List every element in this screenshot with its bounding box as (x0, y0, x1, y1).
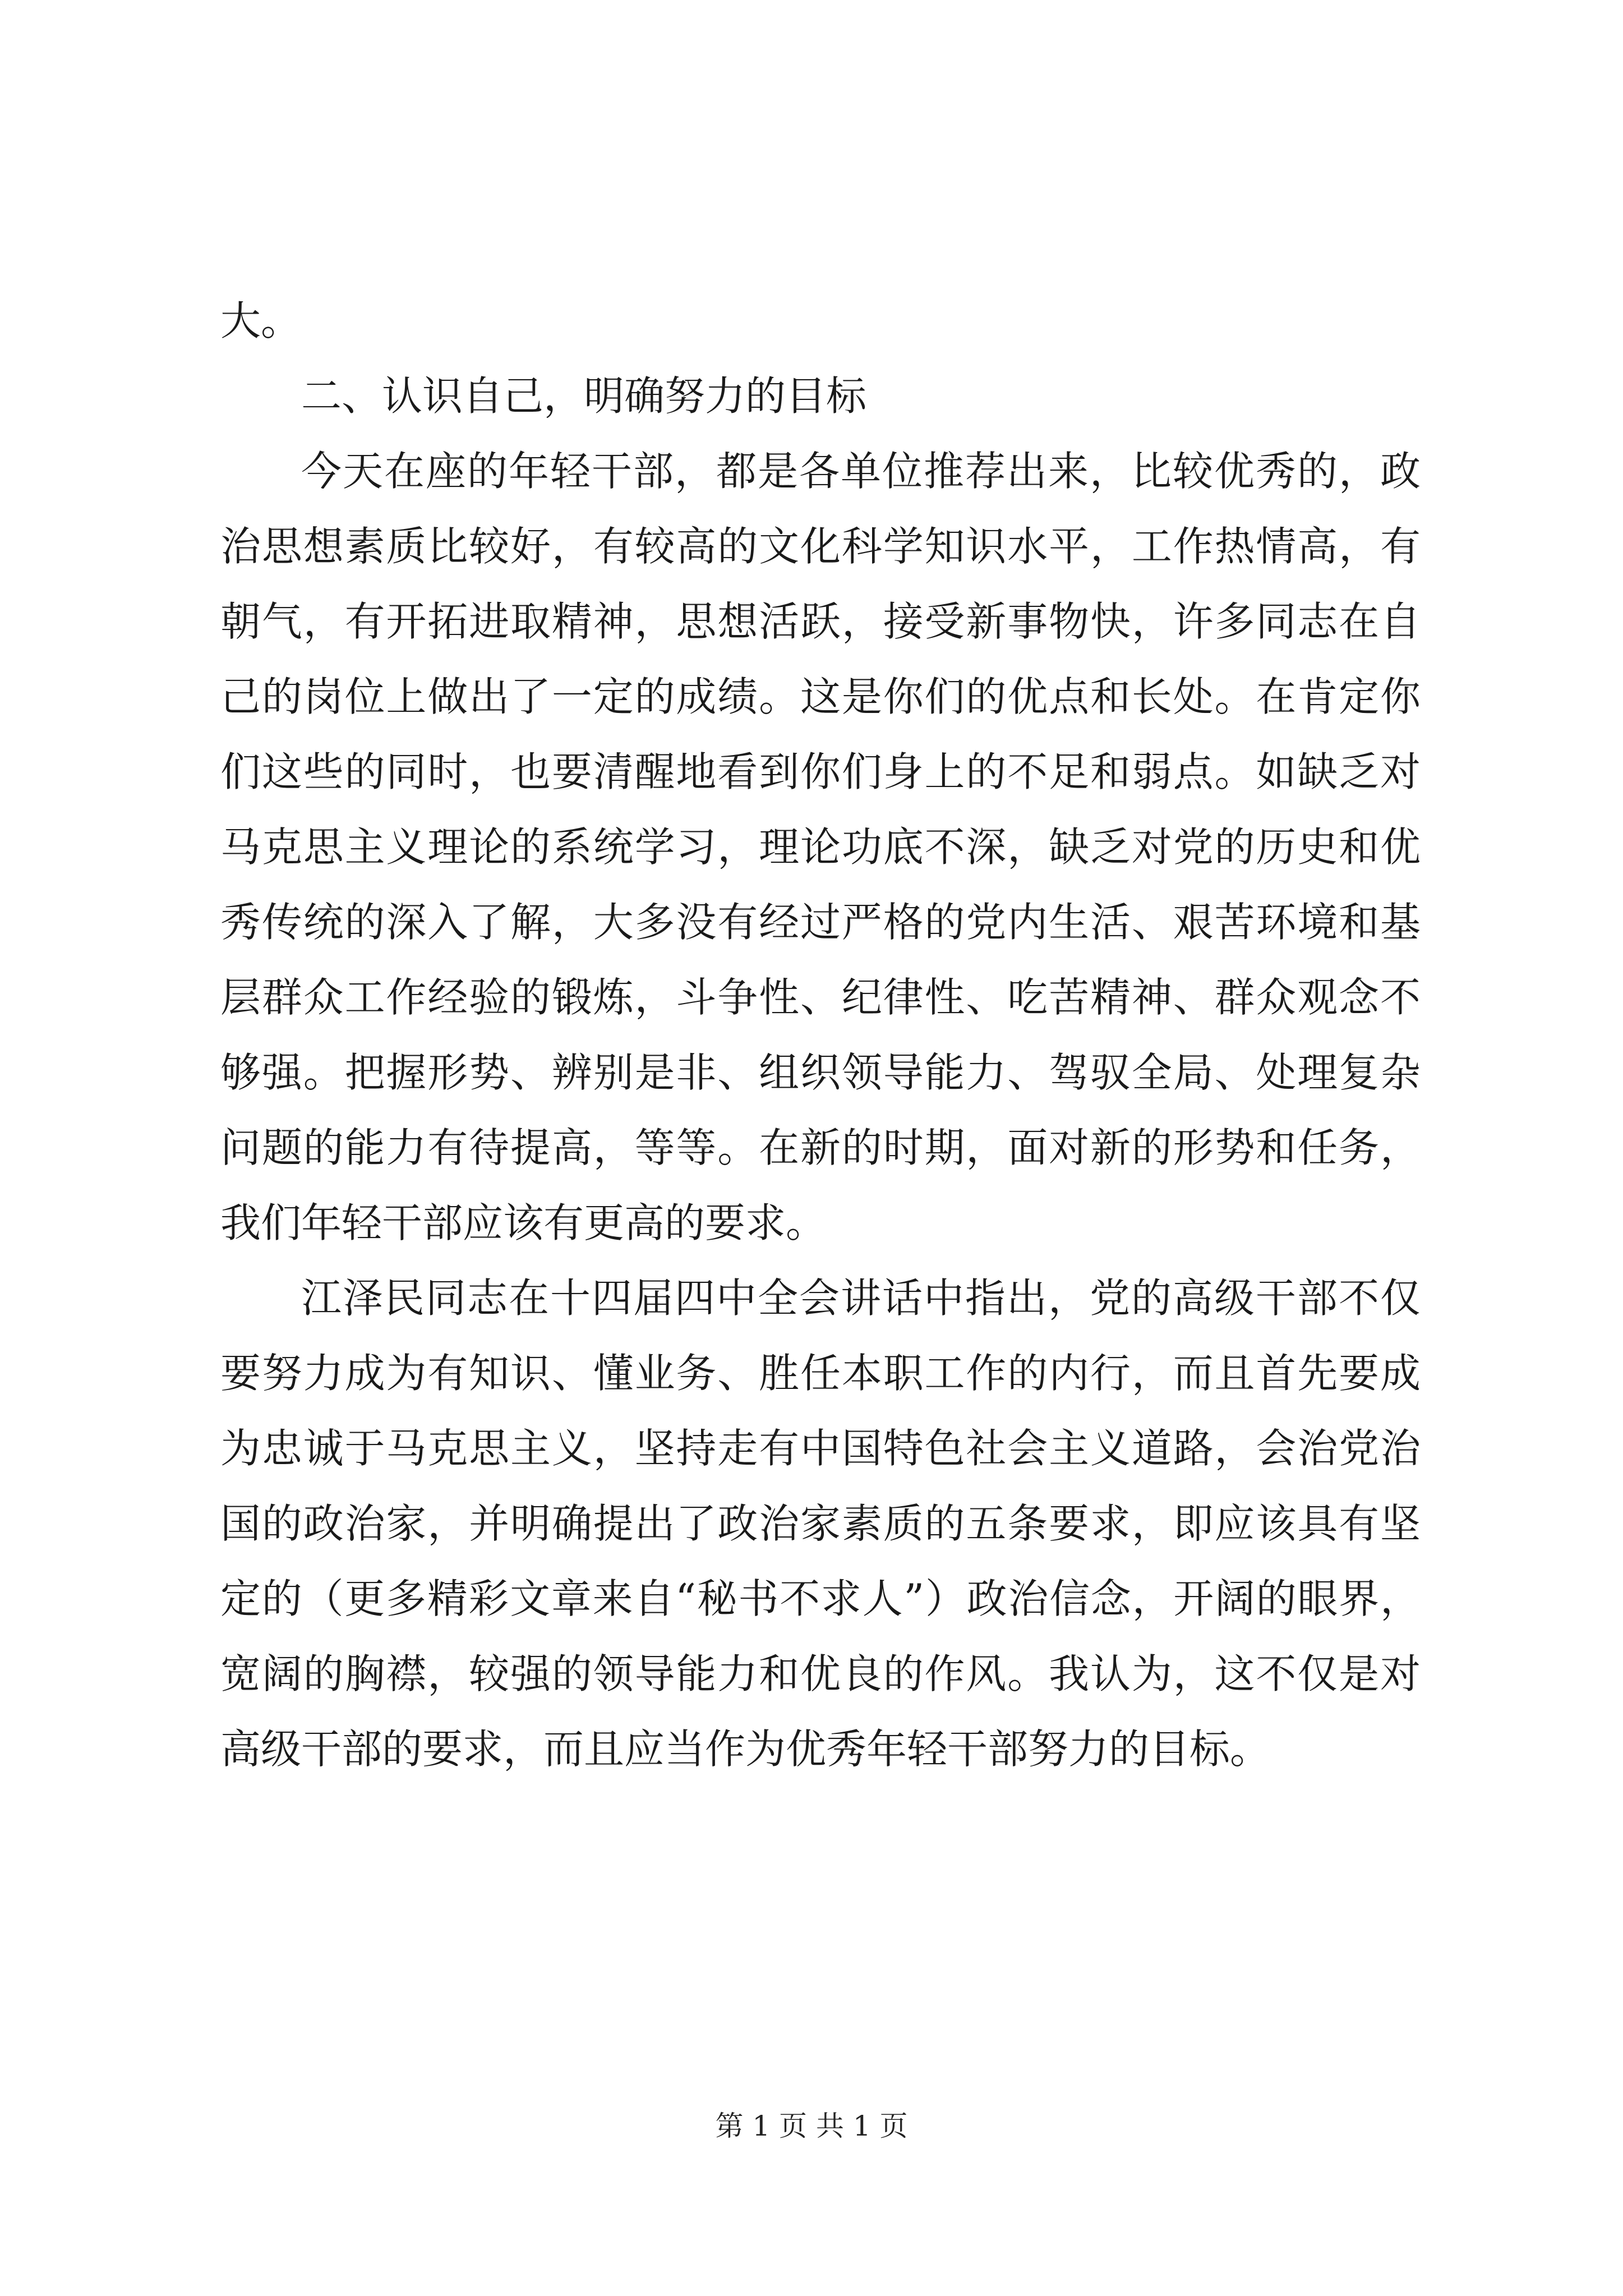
section-heading: 二、认识自己，明确努力的目标 (301, 372, 867, 420)
paragraph-young-cadres: 今天在座的年轻干部，都是各单位推荐出来，比较优秀的，政治思想素质比较好，有较高的文化科学知识水平，工作热情高，有朝气，有开拓进取精神，思想活跃，接受新事物快，许多同志在自己的岗位上做出了一定的成绩。这是你们的优点和长处。在肯定你们这些的同时，也要清醒地看到你们身上的不足和弱点。如缺乏对马克思主义理论的系统学习，理论功底不深，缺乏对党的历史和优秀传统的深入了解，大多没有经过严格的党内生活、艰苦环境和基层群众工作经验的锻炼，斗争性、纪律性、吃苦精神、群众观念不够强。把握形势、辨别是非、组织领导能力、驾驭全局、处理复杂问题的能力有待提高，等等。在新的时期，面对新的形势和任务，我们年轻干部应该有更高的要求。 (220, 448, 1421, 1246)
document-body (220, 283, 1421, 1787)
paragraph-jiang-zemin: 江泽民同志在十四届四中全会讲话中指出，党的高级干部不仅要努力成为有知识、懂业务、胜任本职工作的内行，而且首先要成为忠诚于马克思主义，坚持走有中国特色社会主义道路，会治党治国的政治家，并明确提出了政治家素质的五条要求，即应该具有坚定的（更多精彩文章来自“秘书不求人”）政治信念，开阔的眼界，宽阔的胸襟，较强的领导能力和优良的作风。我认为，这不仅是对高级干部的要求，而且应当作为优秀年轻干部努力的目标。 (220, 1274, 1421, 1773)
paragraph-continuation: 大。 (220, 297, 302, 344)
page-footer: 第 1 页 共 1 页 (715, 2110, 908, 2142)
